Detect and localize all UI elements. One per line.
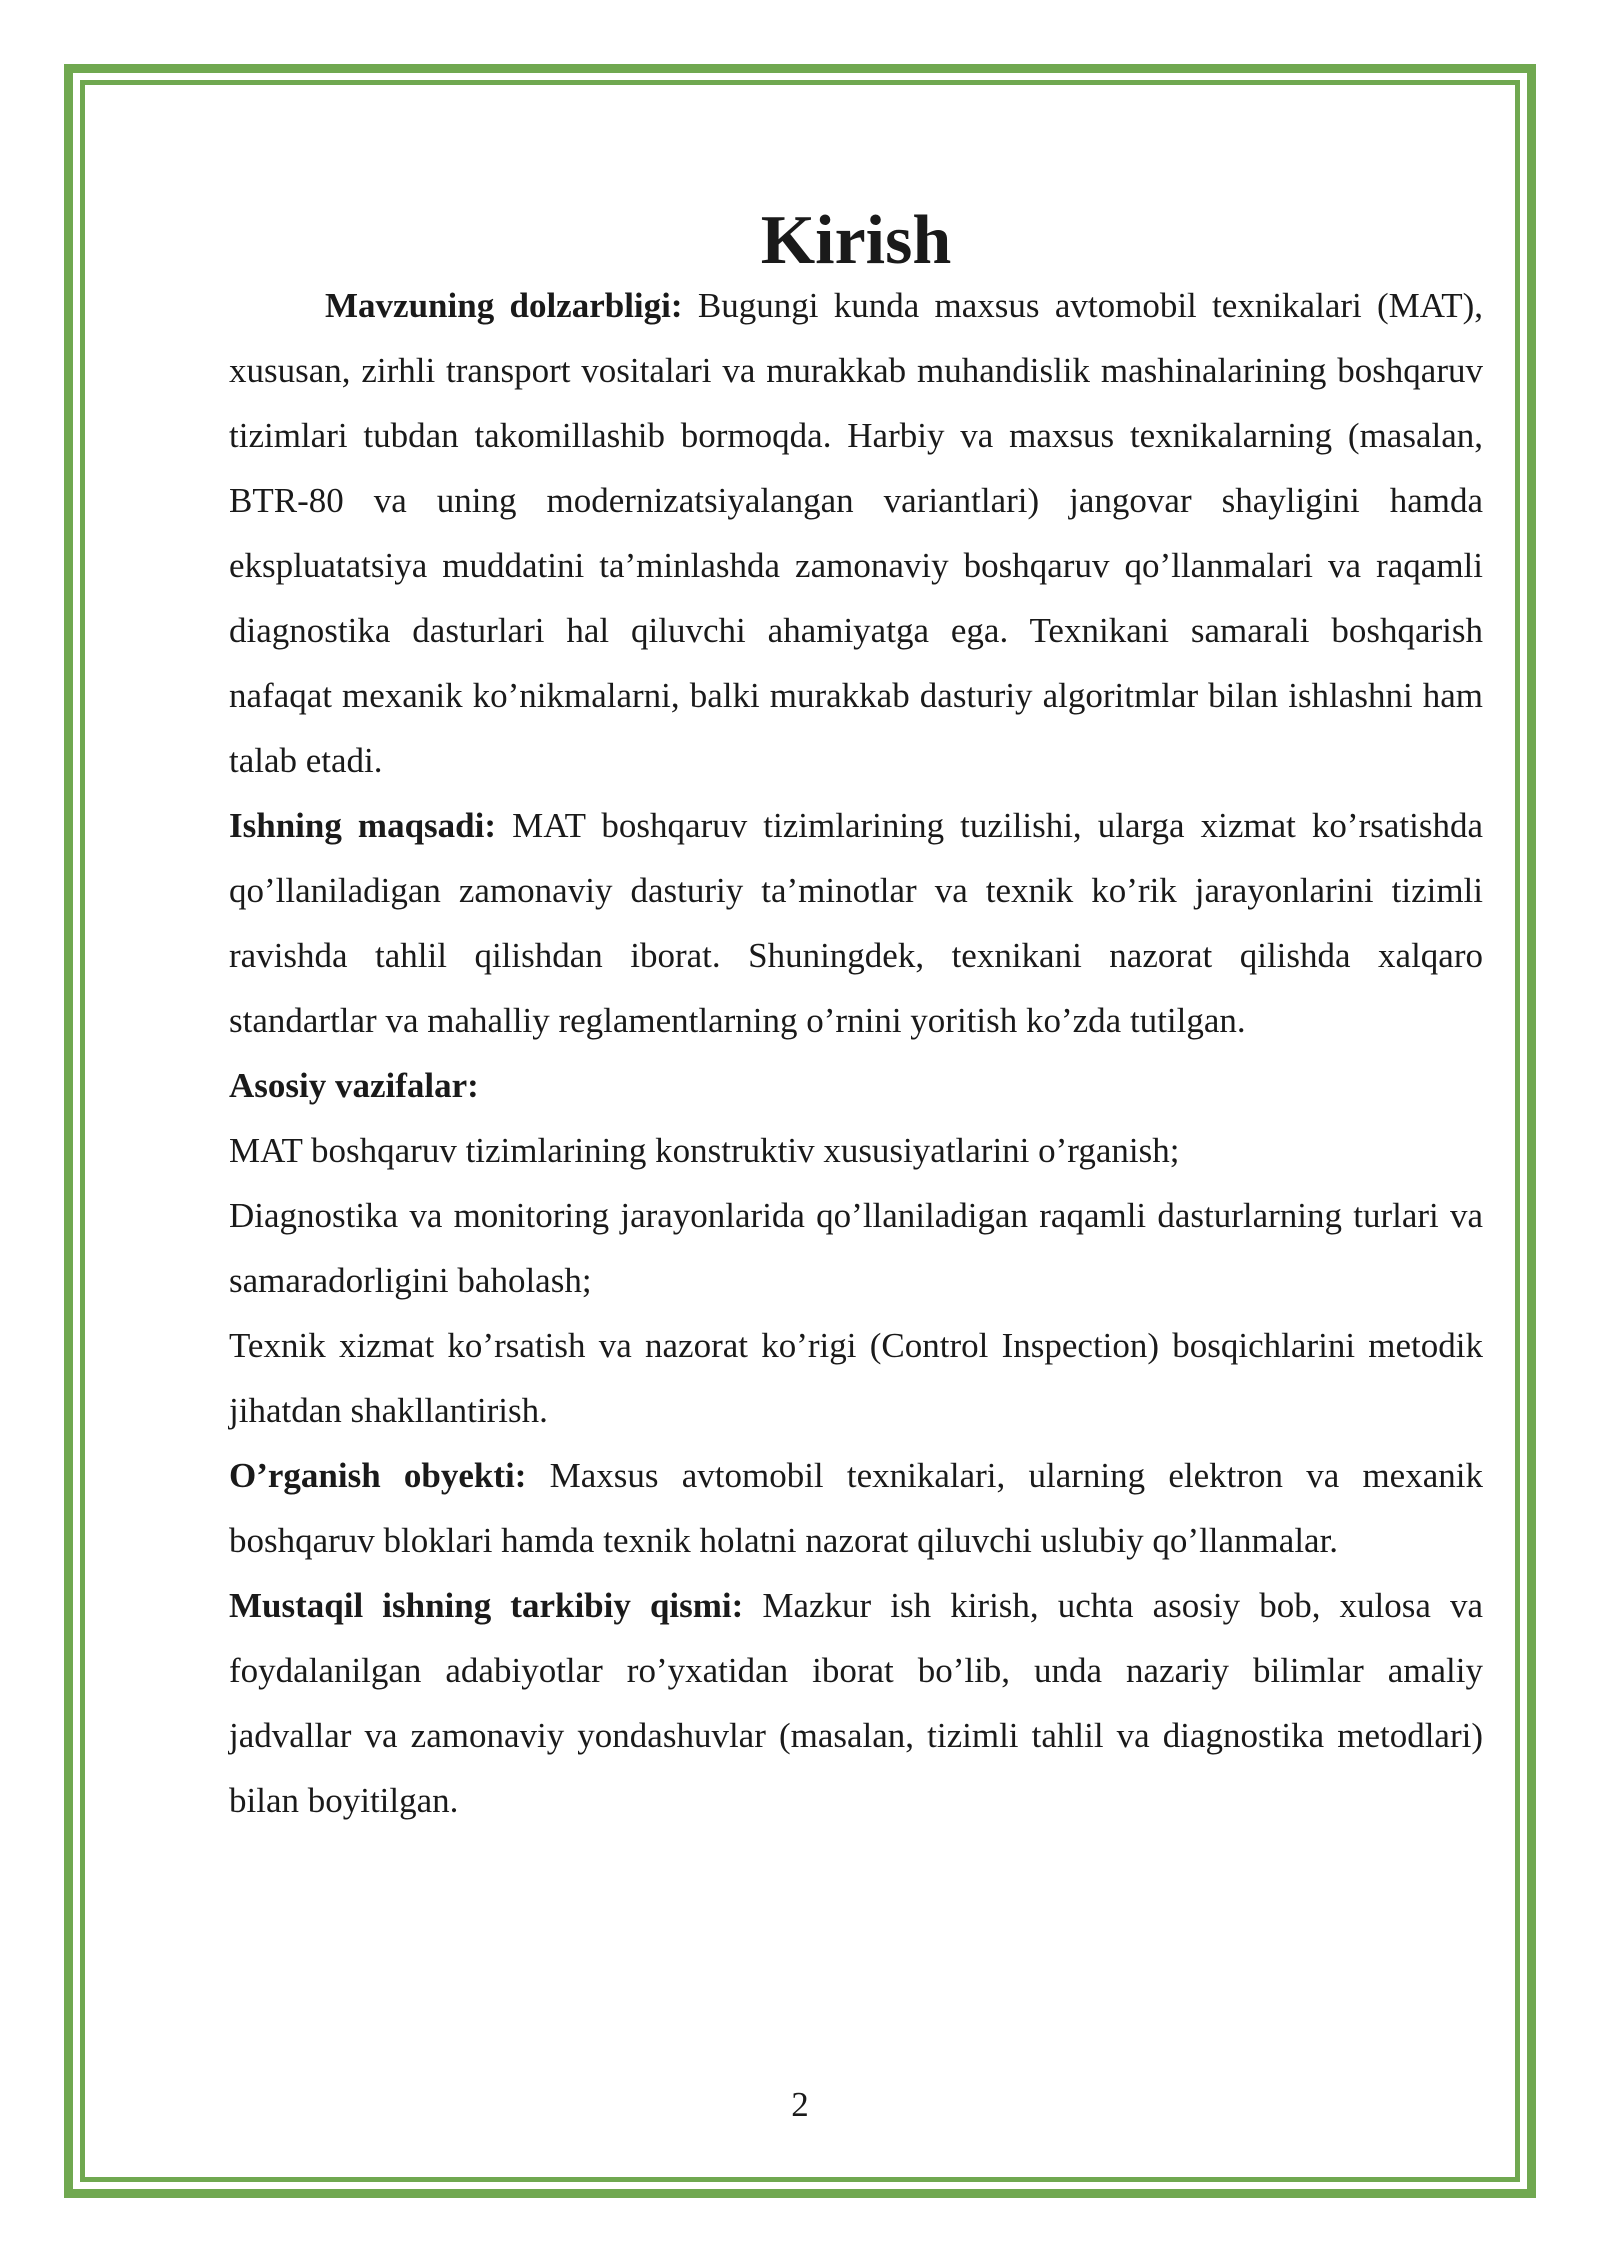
paragraph-relevance (229, 273, 1483, 793)
paragraph-text: Bugungi kunda maxsus avtomobil texnikalari (MAT), xususan, zirhli transport vositalari va murakkab muhandislik mashinalarining boshqaruv tizimlari tubdan takomillashib bormoqda. Harbiy va maxsus texnikalarning (masalan, BTR-80 va uning modernizatsiyalangan variantlari) jangovar shayligini hamda ekspluatatsiya muddatini ta’minlashda zamonaviy boshqaruv qo’llanmalari va raqamli diagnostika dasturlari hal qiluvchi ahamiyatga ega. Texnikani samarali boshqarish nafaqat mexanik ko’nikmalarni, balki murakkab dasturiy algoritmlar bilan ishlashni ham talab etadi. (229, 286, 1483, 780)
paragraph-lead: Ishning maqsadi: (229, 806, 497, 845)
paragraph-text: MAT boshqaruv tizimlarining tuzilishi, ularga xizmat ko’rsatishda qo’llaniladigan zamonaviy dasturiy ta’minotlar va texnik ko’rik jarayonlarini tizimli ravishda tahlil qilishdan iborat. Shuningdek, texnikani nazorat qilishda xalqaro standartlar va mahalliy reglamentlarning o’rnini yoritish ko’zda tutilgan. (229, 806, 1483, 1040)
section-title: Kirish (760, 202, 952, 279)
paragraph-tasks-heading (229, 1053, 1483, 1118)
paragraph-lead: Asosiy vazifalar: (229, 1066, 479, 1105)
paragraph-text: Diagnostika va monitoring jarayonlarida qo’llaniladigan raqamli dasturlarning turlari va samaradorligini baholash; (229, 1196, 1483, 1300)
paragraph-lead: O’rganish obyekti: (229, 1456, 527, 1495)
paragraph-lead: Mavzuning dolzarbligi: (325, 286, 683, 325)
task-item (229, 1313, 1483, 1443)
task-item (229, 1118, 1483, 1183)
paragraph-lead: Mustaqil ishning tarkibiy qismi: (229, 1586, 744, 1625)
paragraph-text: Texnik xizmat ko’rsatish va nazorat ko’rigi (Control Inspection) bosqichlarini metodik jihatdan shakllantirish. (229, 1326, 1483, 1430)
document-body (229, 202, 1483, 1833)
paragraph-text: MAT boshqaruv tizimlarining konstruktiv xususiyatlarini o’rganish; (229, 1131, 1180, 1170)
paragraph-structure (229, 1573, 1483, 1833)
page-number: 2 (791, 2085, 809, 2124)
paragraph-text: Mazkur ish kirish, uchta asosiy bob, xulosa va foydalanilgan adabiyotlar ro’yxatidan iborat bo’lib, unda nazariy bilimlar amaliy jadvallar va zamonaviy yondashuvlar (masalan, tizimli tahlil va diagnostika metodlari) bilan boyitilgan. (229, 1586, 1483, 1820)
paragraph-goal (229, 793, 1483, 1053)
task-item (229, 1183, 1483, 1313)
paragraph-text: Maxsus avtomobil texnikalari, ularning elektron va mexanik boshqaruv bloklari hamda texnik holatni nazorat qiluvchi uslubiy qo’llanmalar. (229, 1456, 1483, 1560)
paragraph-object (229, 1443, 1483, 1573)
